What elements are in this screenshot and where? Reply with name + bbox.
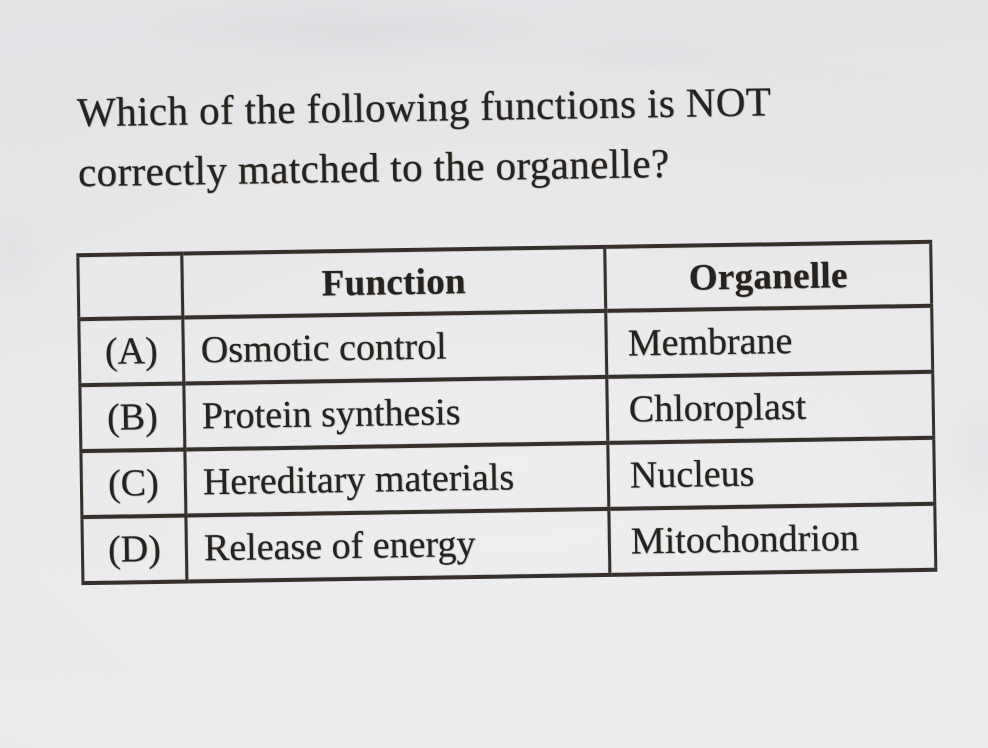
table-row bbox=[82, 504, 936, 583]
option-cell: (C) bbox=[81, 450, 186, 518]
question-line-1: Which of the following functions is NOT bbox=[76, 78, 772, 136]
question-line-2: correctly matched to the organelle? bbox=[77, 139, 670, 196]
organelle-cell: Mitochondrion bbox=[609, 504, 936, 575]
organelle-cell: Membrane bbox=[606, 306, 933, 377]
option-cell: (D) bbox=[82, 516, 187, 584]
option-column-header bbox=[78, 254, 183, 320]
function-cell: Osmotic control bbox=[183, 311, 607, 384]
question-text bbox=[77, 68, 959, 202]
organelle-column-header: Organelle bbox=[605, 242, 932, 311]
function-organelle-table bbox=[76, 240, 937, 585]
function-cell: Hereditary materials bbox=[185, 443, 609, 516]
option-cell: (B) bbox=[80, 384, 185, 452]
function-column-header: Function bbox=[182, 247, 606, 318]
function-cell: Protein synthesis bbox=[184, 377, 608, 450]
organelle-cell: Chloroplast bbox=[607, 372, 934, 443]
function-cell: Release of energy bbox=[186, 509, 610, 582]
option-cell: (A) bbox=[79, 318, 184, 386]
organelle-cell: Nucleus bbox=[608, 438, 935, 509]
